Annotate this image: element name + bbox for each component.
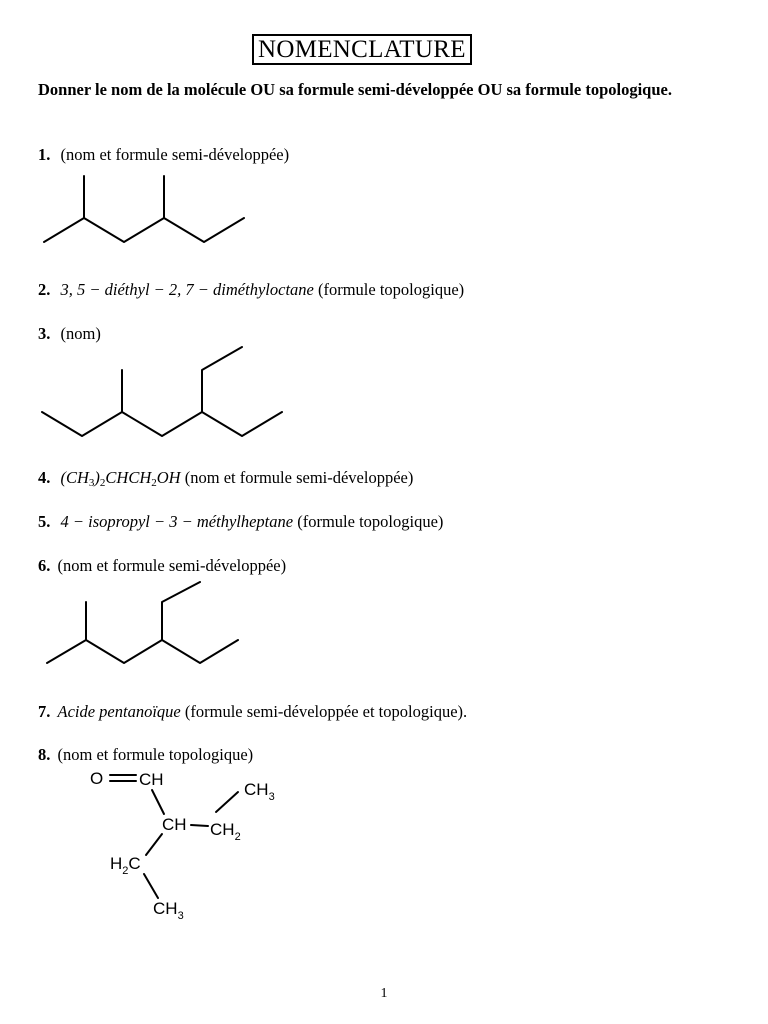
molecule-3-main-chain xyxy=(42,412,282,436)
molecule-1-skeletal-formula xyxy=(38,168,253,250)
atom-ch-aldehyde: CH xyxy=(139,770,164,789)
bond-ch-to-ch2 xyxy=(191,825,208,826)
question-number: 8. xyxy=(38,745,51,764)
molecule-1-main-chain xyxy=(44,218,244,242)
atom-oxygen: O xyxy=(90,769,104,788)
question-1 xyxy=(38,145,289,165)
question-text: (nom et formule topologique) xyxy=(57,745,254,764)
question-text: (formule topologique) xyxy=(297,512,444,531)
molecule-name: 3, 5 − diéthyl − 2, 7 − diméthyloctane xyxy=(60,280,314,299)
question-number: 4. xyxy=(38,468,51,487)
instruction-text: Donner le nom de la molécule OU sa formule semi-développée OU sa formule topologique. xyxy=(38,80,672,99)
question-text: (formule semi-développée et topologique). xyxy=(184,702,468,721)
molecule-name: Acide pentanoïque xyxy=(57,702,181,721)
question-number: 1. xyxy=(38,145,51,164)
question-text: (nom et formule semi-développée) xyxy=(60,145,290,164)
page-number: 1 xyxy=(380,986,388,1001)
question-3 xyxy=(38,324,101,344)
question-6 xyxy=(38,556,286,576)
question-2 xyxy=(38,280,464,300)
bond-ch-to-h2c xyxy=(146,834,162,855)
bond-cho-to-ch xyxy=(152,790,164,814)
question-number: 5. xyxy=(38,512,51,531)
question-text: (nom et formule semi-développée) xyxy=(57,556,287,575)
molecule-6-ethyl-branch xyxy=(162,582,200,640)
question-text: (nom et formule semi-développée) xyxy=(184,468,414,487)
atom-ch-center: CH xyxy=(162,815,187,834)
question-5 xyxy=(38,512,443,532)
molecule-3-ethyl-branch xyxy=(202,347,242,412)
question-number: 7. xyxy=(38,702,51,721)
question-4 xyxy=(38,468,413,493)
molecule-6-main-chain xyxy=(47,640,238,663)
question-text: (formule topologique) xyxy=(317,280,465,299)
bond-ch2-to-ch3 xyxy=(216,792,238,812)
question-number: 2. xyxy=(38,280,51,299)
question-8 xyxy=(38,745,253,765)
page-title: NOMENCLATURE xyxy=(252,34,472,65)
question-number: 6. xyxy=(38,556,51,575)
molecule-3-skeletal-formula xyxy=(38,342,300,442)
molecule-8-structural-formula xyxy=(38,764,328,924)
atom-ch3-bottom: $CH_3$ xyxy=(153,899,184,922)
question-7 xyxy=(38,702,467,722)
atom-h2c: $H_2C$ xyxy=(110,854,141,877)
bond-h2c-to-ch3 xyxy=(144,874,158,898)
molecule-6-skeletal-formula xyxy=(38,578,300,674)
condensed-formula: $(CH_3)_2CHCH_2OH$ xyxy=(60,468,181,489)
question-text: (nom) xyxy=(60,324,101,343)
atom-ch2-right: $CH_2$ xyxy=(210,820,241,843)
molecule-name: 4 − isopropyl − 3 − méthylheptane xyxy=(60,512,294,531)
atom-ch3-right: $CH_3$ xyxy=(244,780,275,803)
question-number: 3. xyxy=(38,324,51,343)
